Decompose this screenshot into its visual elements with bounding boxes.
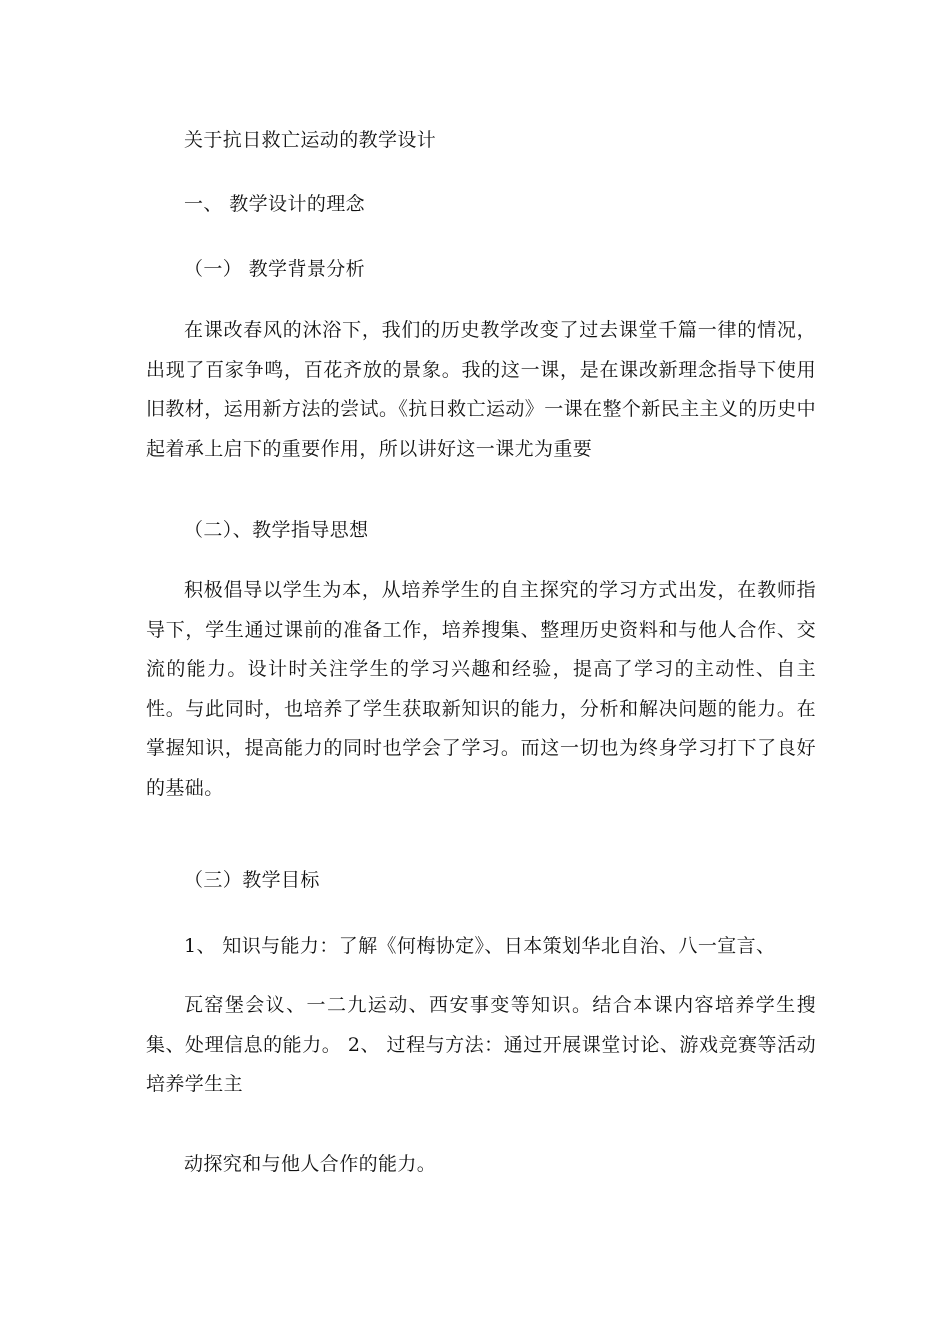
paragraph-background-analysis: 在课改春风的沐浴下，我们的历史教学改变了过去课堂千篇一律的情况，出现了百家争鸣，百花齐放的景象。我的这一课，是在课改新理念指导下使用旧教材，运用新方法的尝试。《抗日救亡运动》一课在整个新民主主义的历史中起着承上启下的重要作用，所以讲好这一课尤为重要 (146, 319, 816, 460)
paragraph-goal-continued: 瓦窑堡会议、一二九运动、西安事变等知识。结合本课内容培养学生搜集、处理信息的能力。 2、 过程与方法：通过开展课堂讨论、游戏竞赛等活动培养学生主 (146, 994, 816, 1095)
subsection-heading-3: （三）教学目标 (184, 869, 320, 891)
subsection-heading-2: （二）、教学指导思想 (184, 519, 369, 541)
goal-line-2: 动探究和与他人合作的能力。 (184, 1153, 437, 1175)
paragraph-teaching-philosophy: 积极倡导以学生为本，从培养学生的自主探究的学习方式出发，在教师指导下，学生通过课前的准备工作，培养搜集、整理历史资料和与他人合作、交流的能力。设计时关注学生的学习兴趣和经验，提高了学习的主动性、自主性。与此同时，也培养了学生获取新知识的能力，分析和解决问题的能力。在掌握知识，提高能力的同时也学会了学习。而这一切也为终身学习打下了良好的基础。 (146, 579, 816, 799)
document-title: 关于抗日救亡运动的教学设计 (184, 129, 437, 151)
goal-line-1: 1、 知识与能力：了解《何梅协定》、日本策划华北自治、八一宣言、 (184, 935, 776, 957)
subsection-heading-1: （一） 教学背景分析 (184, 258, 366, 280)
section-heading-1: 一、 教学设计的理念 (184, 193, 366, 215)
